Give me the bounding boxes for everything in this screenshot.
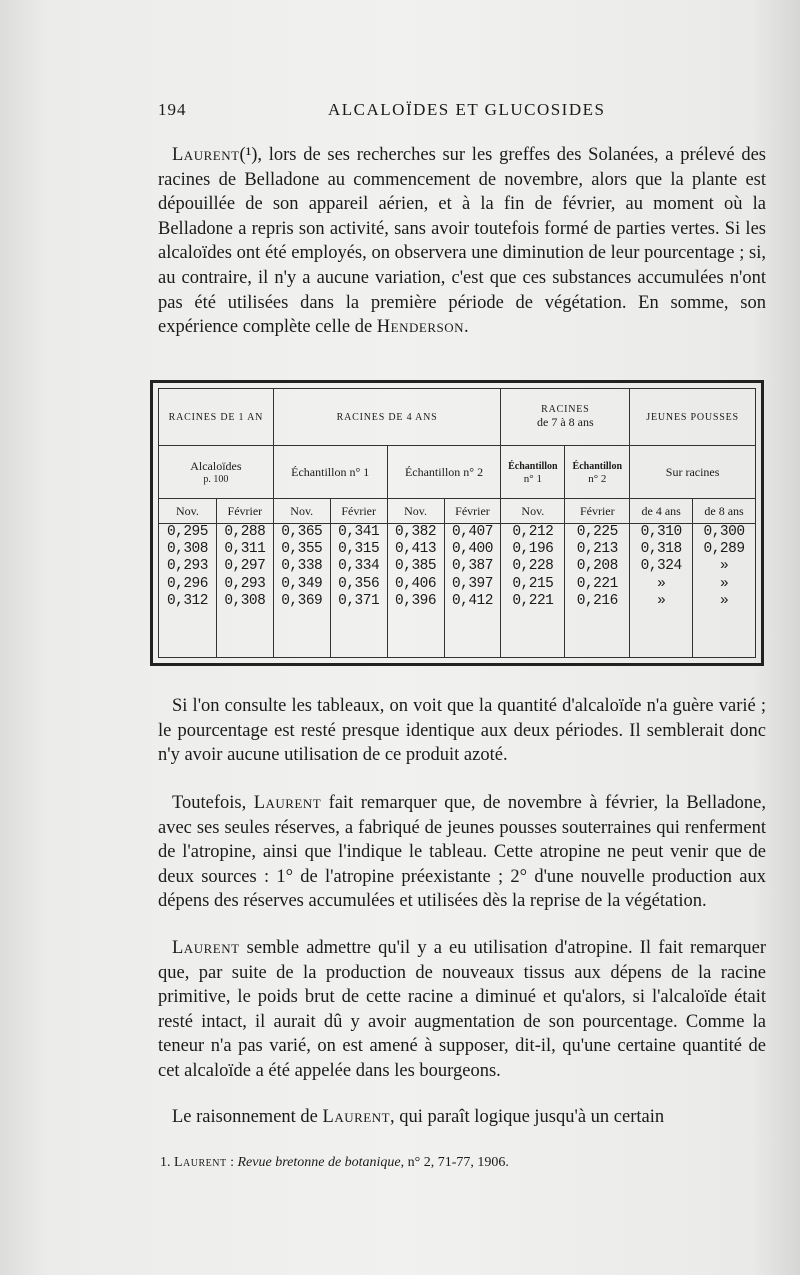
echantillon-b-number: n° 2 <box>588 472 607 485</box>
paragraph-4-text: semble admettre qu'il y a eu utilisation d'atropine. Il fait remarquer que, par suite de la production de nouveaux tissus aux dépens de la racine primitive, le poids brut de cette racine a diminué et qu'alors, si l'alcaloïde était resté intact, il aurait dû y avoir augmentation de son pourcentage. Comme la teneur n'a pas varié, on est amené à supposer, dit-il, qu'une certaine quantité de cet alcaloïde a été appelée dans les bourgeons. <box>158 938 766 1081</box>
table-cell: 0,369 <box>281 592 323 609</box>
table-cell: 0,355 <box>281 541 323 558</box>
table-cell: 0,413 <box>395 541 437 558</box>
table-cell: 0,288 <box>224 524 266 540</box>
echantillon-b-label: Échantillon <box>572 460 623 472</box>
table-cell: 0,338 <box>281 558 323 575</box>
header-jeunes-pousses: JEUNES POUSSES <box>630 389 756 446</box>
paragraph-3-start: Toutefois, <box>172 793 254 813</box>
paragraph-4 <box>158 936 766 1084</box>
table-cell: 0,385 <box>395 558 437 575</box>
p100-label: p. 100 <box>203 474 229 485</box>
data-table-frame <box>150 380 764 666</box>
table-cell: 0,312 <box>166 592 208 609</box>
paragraph-5-start: Le raisonnement de <box>172 1107 323 1127</box>
paragraph-1-end: . <box>464 317 469 338</box>
value-column <box>565 524 630 658</box>
column-header: Février <box>216 499 273 524</box>
table-cell: 0,382 <box>395 524 437 540</box>
column-header: Nov. <box>501 499 565 524</box>
table-cell: 0,295 <box>166 524 208 540</box>
table-cell: 0,297 <box>224 558 266 575</box>
author-name-2: Henderson <box>376 317 464 338</box>
author-name: Laurent <box>253 793 322 813</box>
table-cell: 0,396 <box>395 592 437 609</box>
table-cell: 0,356 <box>338 575 380 592</box>
table-cell: 0,341 <box>338 524 380 540</box>
column-header: Février <box>565 499 630 524</box>
table-cell: 0,293 <box>224 575 266 592</box>
header-racines-4-ans: RACINES DE 4 ANS <box>273 389 501 446</box>
paragraph-1 <box>158 143 766 340</box>
column-header: Nov. <box>159 499 217 524</box>
table-cell: 0,196 <box>512 541 554 558</box>
subheader-echantillon-2: Échantillon n° 2 <box>387 446 501 499</box>
header-racines: RACINES <box>541 404 590 415</box>
column-header: Février <box>444 499 501 524</box>
paragraph-5 <box>158 1105 766 1130</box>
value-column <box>273 524 330 658</box>
table-cell: 0,334 <box>338 558 380 575</box>
footnote <box>160 1155 760 1171</box>
table-cell: 0,318 <box>640 541 682 558</box>
page-number: 194 <box>158 100 187 119</box>
column-header-row <box>159 499 756 524</box>
paragraph-5-text: , qui paraît logique jusqu'à un certain <box>390 1107 665 1127</box>
footnote-ref: (¹) <box>239 145 258 165</box>
value-column <box>444 524 501 658</box>
table-cell: 0,387 <box>451 558 493 575</box>
table-cell: 0,400 <box>451 541 493 558</box>
header-racines-1-an: RACINES DE 1 AN <box>159 389 274 446</box>
footnote-number: 1. <box>160 1155 171 1170</box>
table-cell: 0,293 <box>166 558 208 575</box>
running-title: ALCALOÏDES ET GLUCOSIDES <box>328 100 606 119</box>
table-cell: 0,308 <box>224 592 266 609</box>
table-cell: 0,225 <box>576 524 618 540</box>
value-column <box>501 524 565 658</box>
footnote-rest: , n° 2, 71-77, 1906. <box>400 1155 509 1170</box>
subheader-sur-racines: Sur racines <box>630 446 756 499</box>
header-racines-7-8-ans <box>501 389 630 446</box>
table-cell: 0,407 <box>451 524 493 540</box>
paragraph-3 <box>158 791 766 914</box>
author-name: Laurent <box>322 1107 391 1127</box>
table-cell: » <box>657 575 666 592</box>
table-cell: 0,215 <box>512 575 554 592</box>
table-cell: 0,289 <box>703 541 745 558</box>
table-cell: 0,213 <box>576 541 618 558</box>
table-cell: 0,208 <box>576 558 618 575</box>
table-cell: 0,212 <box>512 524 554 540</box>
table-cell: » <box>719 575 729 592</box>
table-cell: 0,300 <box>703 524 745 540</box>
column-header: de 8 ans <box>693 499 756 524</box>
author-name: Laurent <box>172 938 240 958</box>
table-cell: 0,228 <box>512 558 554 575</box>
table-cell: 0,324 <box>640 558 682 575</box>
paragraph-1-text: , lors de ses recherches sur les greffes des Solanées, a prélevé des racines de Belladone au commencement de novembre, alors que la plante est dépouillée de son appareil aérien, et à la fin de février, au moment où la Belladone a repris son activité, sans avoir toutefois formé de parties vertes. Si les alcaloïdes ont été employés, on observera une diminution de leur pourcentage ; si, au contraire, il n'y a aucune variation, c'est que ces substances accumulées n'ont pas été utilisées dans la première période de végétation. En somme, son expérience complète celle de <box>158 145 766 338</box>
value-column <box>630 524 693 658</box>
table-cell: 0,412 <box>451 592 493 609</box>
table-cell: 0,406 <box>395 575 437 592</box>
value-column <box>330 524 387 658</box>
subheader-alcaloides <box>159 446 274 499</box>
table-cell: 0,308 <box>166 541 208 558</box>
subheader-echantillon-a <box>501 446 565 499</box>
footnote-author: Laurent <box>174 1155 227 1170</box>
table-cell: » <box>657 592 666 609</box>
column-header: Nov. <box>273 499 330 524</box>
footnote-sep: : <box>226 1155 238 1170</box>
alcaloides-label: Alcaloïdes <box>190 459 242 473</box>
echantillon-a-label: Échantillon <box>508 460 558 472</box>
column-header: Février <box>330 499 387 524</box>
table-cell: 0,315 <box>338 541 380 558</box>
paragraph-2: Si l'on consulte les tableaux, on voit que la quantité d'alcaloïde n'a guère varié ; le pourcentage est resté presque identique aux deux périodes. Il semblerait donc n'y avoir aucune utilisation de ce produit azoté. <box>158 696 766 766</box>
value-column <box>387 524 444 658</box>
value-column <box>159 524 217 658</box>
column-header: de 4 ans <box>630 499 693 524</box>
header-7-8-ans: de 7 à 8 ans <box>537 415 594 429</box>
running-header <box>158 100 758 124</box>
echantillon-a-number: n° 1 <box>523 472 542 485</box>
table-cell: 0,221 <box>512 592 554 609</box>
value-column <box>216 524 273 658</box>
table-cell: 0,310 <box>640 524 682 540</box>
table-cell: 0,397 <box>451 575 493 592</box>
table-cell: 0,365 <box>281 524 323 540</box>
alkaloid-table <box>158 388 756 658</box>
paragraph-3-text: fait remarquer que, de novembre à février, la Belladone, avec ses seules réserves, a fabriqué de jeunes pousses souterraines qui renferment de l'atropine, ainsi que l'indique le tableau. Cette atropine ne peut venir que de deux sources : 1° de l'atropine préexistante ; 2° d'une nouvelle production aux dépens des réserves accumulées et utilisées dès la reprise de la végétation. <box>158 793 766 912</box>
table-cell: 0,349 <box>281 575 323 592</box>
table-cell: 0,296 <box>166 575 208 592</box>
author-name: Laurent <box>172 145 240 165</box>
values-row <box>159 524 756 658</box>
table-cell: 0,216 <box>576 592 618 609</box>
table-cell: » <box>719 558 729 575</box>
table-cell: 0,221 <box>576 575 618 592</box>
table-cell: 0,371 <box>338 592 380 609</box>
value-column <box>693 524 756 658</box>
subheader-echantillon-b <box>565 446 630 499</box>
subheader-echantillon-1: Échantillon n° 1 <box>273 446 387 499</box>
column-header: Nov. <box>387 499 444 524</box>
footnote-journal: Revue bretonne de botanique <box>237 1155 401 1170</box>
table-cell: 0,311 <box>224 541 266 558</box>
table-cell: » <box>719 592 729 609</box>
